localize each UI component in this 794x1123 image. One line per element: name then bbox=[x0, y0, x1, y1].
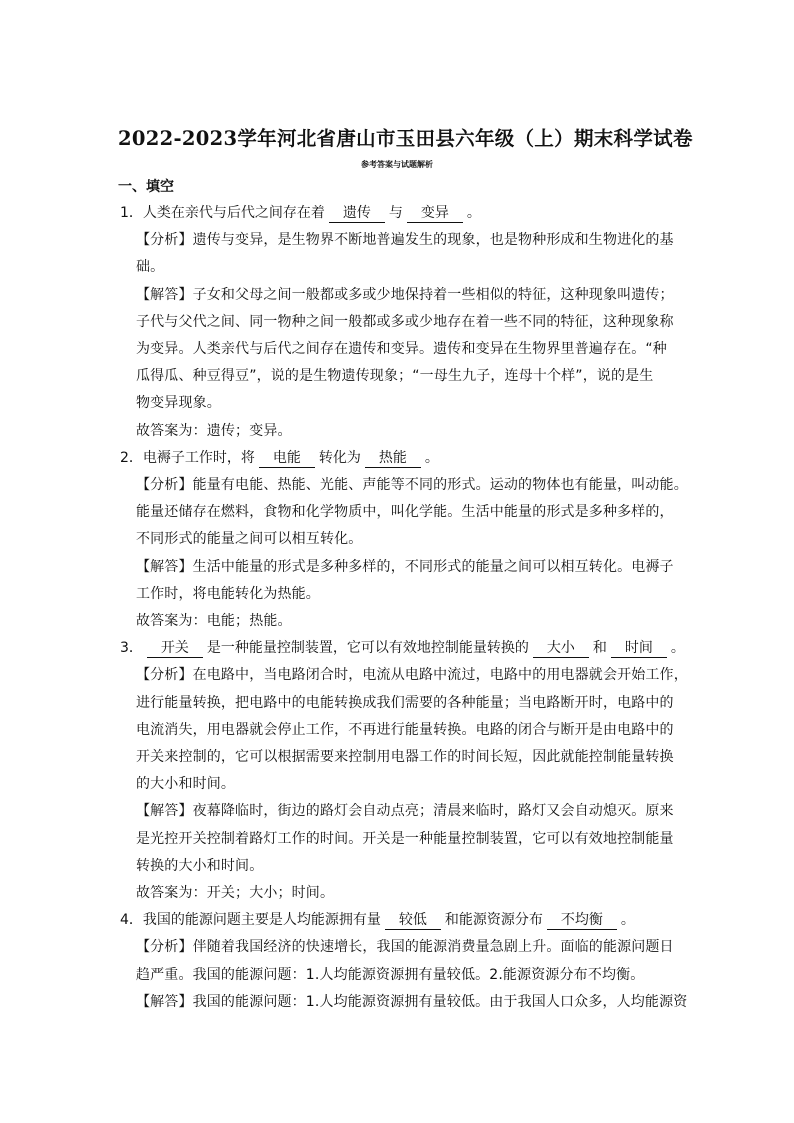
answer-line: 故答案为：电能；热能。 bbox=[136, 613, 292, 630]
analysis-block: 【分析】能量有电能、热能、光能、声能等不同的形式。运动的物体也有能量，叫动能。 能量还储存在燃料，食物和化学物质中，叫化学能。生活中能量的形式是多种多样的， 不同形式的能量之间可以相互转化。 bbox=[136, 477, 688, 548]
solution-tag: 【解答】 bbox=[136, 993, 193, 1010]
question-1 bbox=[118, 200, 676, 445]
solution-block: 【解答】我国的能源问题：1.人均能源资源拥有量较低。由于我国人口众多，人均能源资 bbox=[136, 993, 688, 1010]
answer-blank: 电能 bbox=[259, 449, 315, 468]
answer-line: 故答案为：遗传；变异。 bbox=[136, 422, 292, 439]
answer-blank: 较低 bbox=[385, 911, 441, 930]
answer-blank: 不均衡 bbox=[547, 911, 617, 930]
question-4 bbox=[118, 907, 688, 1016]
answer-line: 故答案为：开关；大小；时间。 bbox=[136, 885, 335, 902]
analysis-block: 【分析】伴随着我国经济的快速增长，我国的能源消费量急剧上升。面临的能源问题日 趋严重。我国的能源问题：1.人均能源资源拥有量较低。2.能源资源分布不均衡。 bbox=[136, 939, 674, 983]
page-subtitle: 参考答案与试题解析 bbox=[361, 160, 433, 169]
solution-tag: 【解答】 bbox=[136, 558, 193, 575]
answer-blank: 遗传 bbox=[329, 204, 385, 223]
analysis-block: 【分析】遗传与变异，是生物界不断地普遍发生的现象，也是物种形成和生物进化的基 础。 bbox=[136, 232, 674, 276]
answer-blank: 热能 bbox=[365, 449, 421, 468]
solution-block: 【解答】子女和父母之间一般都或多或少地保持着一些相似的特征，这种现象叫遗传； 子代与父代之间、同一物种之间一般都或多或少地存在着一些不同的特征，这种现象称 为变异。人类亲代与后代之间存在遗传和变异。遗传和变异在生物界里普遍存在。“种 瓜得瓜、种豆得豆”，说的是生物遗传现象；“一母生九子，连母十个样”，说的是生 物变异现象。 故答案为：遗传；变异。 bbox=[136, 282, 676, 445]
section-heading: 一、填空 bbox=[118, 179, 174, 195]
question-stem: 1．人类在亲代与后代之间存在着 遗传 与 变异 。 bbox=[120, 205, 481, 221]
analysis-block: 【分析】在电路中，当电路闭合时，电流从电路中流过，电路中的用电器就会开始工作， 进行能量转换，把电路中的电能转换成我们需要的各种能量；当电路断开时，电路中的 电流消失，用电器就会停止工作，不再进行能量转换。电路的闭合与断开是由电路中的 开关来控制的，它可以根据需要来控制用电器工作的时间长短，因此就能控制能量转换 的大小和时间。 bbox=[136, 667, 688, 793]
answer-blank: 开关 bbox=[147, 639, 203, 658]
solution-block: 【解答】生活中能量的形式是多种多样的，不同形式的能量之间可以相互转化。电褥子 工作时，将电能转化为热能。 故答案为：电能；热能。 bbox=[136, 554, 676, 636]
answer-blank: 变异 bbox=[407, 204, 463, 223]
answer-blank: 大小 bbox=[533, 639, 589, 658]
solution-block: 【解答】夜幕降临时，街边的路灯会自动点亮；清晨来临时，路灯又会自动熄灭。原来 是光控开关控制着路灯工作的时间。开关是一种能量控制装置，它可以有效地控制能量 转换的大小和时间。 故答案为：开关；大小；时间。 bbox=[136, 798, 676, 907]
answer-blank: 时间 bbox=[611, 639, 667, 658]
question-stem: 3． 开关 是一种能量控制装置，它可以有效地控制能量转换的 大小 和 时间 。 bbox=[120, 640, 685, 657]
question-3 bbox=[118, 635, 688, 907]
analysis-tag: 【分析】 bbox=[136, 232, 193, 249]
analysis-tag: 【分析】 bbox=[136, 667, 193, 684]
question-stem: 4．我国的能源问题主要是人均能源拥有量 较低 和能源资源分布 不均衡 。 bbox=[120, 912, 635, 929]
question-2 bbox=[118, 445, 688, 635]
solution-tag: 【解答】 bbox=[136, 803, 193, 820]
analysis-tag: 【分析】 bbox=[136, 939, 193, 956]
question-stem: 2．电褥子工作时，将 电能 转化为 热能 。 bbox=[120, 449, 439, 466]
solution-tag: 【解答】 bbox=[136, 286, 193, 303]
page-title: 2022-2023学年河北省唐山市玉田县六年级（上）期末科学试卷 bbox=[118, 127, 693, 150]
analysis-tag: 【分析】 bbox=[136, 477, 193, 494]
